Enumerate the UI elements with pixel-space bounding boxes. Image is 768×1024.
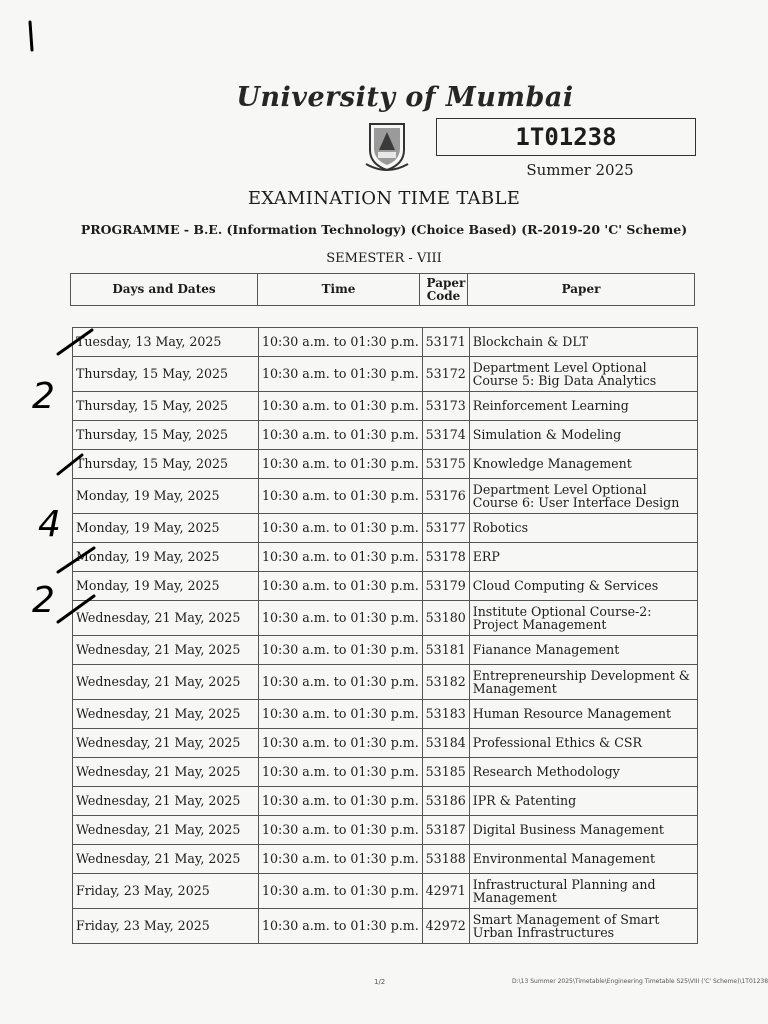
table-row xyxy=(73,479,698,514)
column-header-code: Paper Code xyxy=(420,274,468,306)
time-cell: 10:30 a.m. to 01:30 p.m. xyxy=(259,787,423,816)
date-cell: Wednesday, 21 May, 2025 xyxy=(73,729,259,758)
table-row xyxy=(73,450,698,479)
time-cell: 10:30 a.m. to 01:30 p.m. xyxy=(259,874,423,909)
paper-code-cell: 53173 xyxy=(422,392,469,421)
paper-code-cell: 53184 xyxy=(422,729,469,758)
paper-code-cell: 42972 xyxy=(422,909,469,944)
time-cell: 10:30 a.m. to 01:30 p.m. xyxy=(259,758,423,787)
paper-cell: Cloud Computing & Services xyxy=(469,572,697,601)
paper-code-cell: 53183 xyxy=(422,700,469,729)
table-row xyxy=(73,572,698,601)
timetable xyxy=(72,327,698,944)
paper-cell: ERP xyxy=(469,543,697,572)
date-cell: Monday, 19 May, 2025 xyxy=(73,479,259,514)
column-header-time: Time xyxy=(258,274,420,306)
margin-line xyxy=(30,22,32,50)
time-cell: 10:30 a.m. to 01:30 p.m. xyxy=(259,909,423,944)
paper-cell: Department Level Optional Course 6: User Interface Design xyxy=(469,479,697,514)
document-code: 1T01238 xyxy=(436,118,696,156)
column-header-date: Days and Dates xyxy=(71,274,258,306)
date-cell: Tuesday, 13 May, 2025 xyxy=(73,328,259,357)
paper-code-cell: 53187 xyxy=(422,816,469,845)
time-cell: 10:30 a.m. to 01:30 p.m. xyxy=(259,543,423,572)
time-cell: 10:30 a.m. to 01:30 p.m. xyxy=(259,665,423,700)
date-cell: Friday, 23 May, 2025 xyxy=(73,909,259,944)
date-cell: Thursday, 15 May, 2025 xyxy=(73,421,259,450)
handwritten-count: 2 xyxy=(32,376,55,417)
file-path: D:\13 Summer 2025\Timetable\Engineering Timetable S25\VIII ('C' Scheme)\1T01238 xyxy=(512,978,768,985)
paper-code-cell: 42971 xyxy=(422,874,469,909)
table-row xyxy=(73,909,698,944)
handwritten-count: 4 xyxy=(38,504,61,545)
time-cell: 10:30 a.m. to 01:30 p.m. xyxy=(259,636,423,665)
paper-cell: Institute Optional Course-2: Project Management xyxy=(469,601,697,636)
table-row xyxy=(73,700,698,729)
paper-cell: Digital Business Management xyxy=(469,816,697,845)
paper-code-cell: 53188 xyxy=(422,845,469,874)
paper-cell: Robotics xyxy=(469,514,697,543)
date-cell: Monday, 19 May, 2025 xyxy=(73,514,259,543)
time-cell: 10:30 a.m. to 01:30 p.m. xyxy=(259,328,423,357)
paper-cell: Research Methodology xyxy=(469,758,697,787)
table-row xyxy=(73,514,698,543)
programme-line: PROGRAMME - B.E. (Information Technology) (Choice Based) (R-2019-20 'C' Scheme) xyxy=(80,222,688,237)
paper-cell: IPR & Patenting xyxy=(469,787,697,816)
paper-code-cell: 53186 xyxy=(422,787,469,816)
paper-code-cell: 53179 xyxy=(422,572,469,601)
date-cell: Thursday, 15 May, 2025 xyxy=(73,392,259,421)
table-row xyxy=(73,665,698,700)
table-row xyxy=(73,328,698,357)
time-cell: 10:30 a.m. to 01:30 p.m. xyxy=(259,479,423,514)
paper-cell: Department Level Optional Course 5: Big Data Analytics xyxy=(469,357,697,392)
paper-code-cell: 53176 xyxy=(422,479,469,514)
date-cell: Wednesday, 21 May, 2025 xyxy=(73,758,259,787)
university-seal-icon xyxy=(364,120,410,174)
time-cell: 10:30 a.m. to 01:30 p.m. xyxy=(259,357,423,392)
page-number: 1/2 xyxy=(374,978,386,986)
table-row xyxy=(73,392,698,421)
paper-code-cell: 53175 xyxy=(422,450,469,479)
time-cell: 10:30 a.m. to 01:30 p.m. xyxy=(259,700,423,729)
semester-label: SEMESTER - VIII xyxy=(326,251,442,266)
paper-cell: Human Resource Management xyxy=(469,700,697,729)
time-cell: 10:30 a.m. to 01:30 p.m. xyxy=(259,601,423,636)
time-cell: 10:30 a.m. to 01:30 p.m. xyxy=(259,572,423,601)
table-row xyxy=(73,758,698,787)
table-row xyxy=(73,357,698,392)
time-cell: 10:30 a.m. to 01:30 p.m. xyxy=(259,845,423,874)
time-cell: 10:30 a.m. to 01:30 p.m. xyxy=(259,421,423,450)
paper-cell: Infrastructural Planning and Management xyxy=(469,874,697,909)
date-cell: Wednesday, 21 May, 2025 xyxy=(73,601,259,636)
paper-code-cell: 53174 xyxy=(422,421,469,450)
timetable-header xyxy=(70,273,695,306)
paper-code-cell: 53171 xyxy=(422,328,469,357)
date-cell: Wednesday, 21 May, 2025 xyxy=(73,787,259,816)
date-cell: Friday, 23 May, 2025 xyxy=(73,874,259,909)
table-row xyxy=(73,816,698,845)
time-cell: 10:30 a.m. to 01:30 p.m. xyxy=(259,392,423,421)
table-row xyxy=(73,421,698,450)
table-row xyxy=(73,874,698,909)
time-cell: 10:30 a.m. to 01:30 p.m. xyxy=(259,450,423,479)
paper-code-cell: 53177 xyxy=(422,514,469,543)
university-title: University of Mumbai xyxy=(236,82,574,113)
paper-code-cell: 53182 xyxy=(422,665,469,700)
paper-cell: Environmental Management xyxy=(469,845,697,874)
time-cell: 10:30 a.m. to 01:30 p.m. xyxy=(259,729,423,758)
table-row xyxy=(73,787,698,816)
date-cell: Monday, 19 May, 2025 xyxy=(73,543,259,572)
paper-cell: Knowledge Management xyxy=(469,450,697,479)
table-row xyxy=(73,601,698,636)
exam-session: Summer 2025 xyxy=(526,161,634,179)
paper-cell: Simulation & Modeling xyxy=(469,421,697,450)
paper-cell: Blockchain & DLT xyxy=(469,328,697,357)
date-cell: Wednesday, 21 May, 2025 xyxy=(73,636,259,665)
date-cell: Thursday, 15 May, 2025 xyxy=(73,357,259,392)
time-cell: 10:30 a.m. to 01:30 p.m. xyxy=(259,514,423,543)
paper-cell: Entrepreneurship Development & Management xyxy=(469,665,697,700)
paper-code-cell: 53178 xyxy=(422,543,469,572)
paper-cell: Professional Ethics & CSR xyxy=(469,729,697,758)
table-row xyxy=(73,543,698,572)
paper-code-cell: 53181 xyxy=(422,636,469,665)
date-cell: Wednesday, 21 May, 2025 xyxy=(73,816,259,845)
paper-cell: Smart Management of Smart Urban Infrastructures xyxy=(469,909,697,944)
paper-code-cell: 53185 xyxy=(422,758,469,787)
time-cell: 10:30 a.m. to 01:30 p.m. xyxy=(259,816,423,845)
handwritten-count: 2 xyxy=(32,580,55,621)
date-cell: Wednesday, 21 May, 2025 xyxy=(73,845,259,874)
column-header-paper: Paper xyxy=(468,274,695,306)
table-row xyxy=(73,636,698,665)
paper-code-cell: 53180 xyxy=(422,601,469,636)
date-cell: Thursday, 15 May, 2025 xyxy=(73,450,259,479)
paper-cell: Fianance Management xyxy=(469,636,697,665)
table-row xyxy=(73,729,698,758)
table-row xyxy=(73,845,698,874)
paper-cell: Reinforcement Learning xyxy=(469,392,697,421)
date-cell: Wednesday, 21 May, 2025 xyxy=(73,665,259,700)
date-cell: Monday, 19 May, 2025 xyxy=(73,572,259,601)
paper-code-cell: 53172 xyxy=(422,357,469,392)
page-title: EXAMINATION TIME TABLE xyxy=(247,188,521,209)
date-cell: Wednesday, 21 May, 2025 xyxy=(73,700,259,729)
